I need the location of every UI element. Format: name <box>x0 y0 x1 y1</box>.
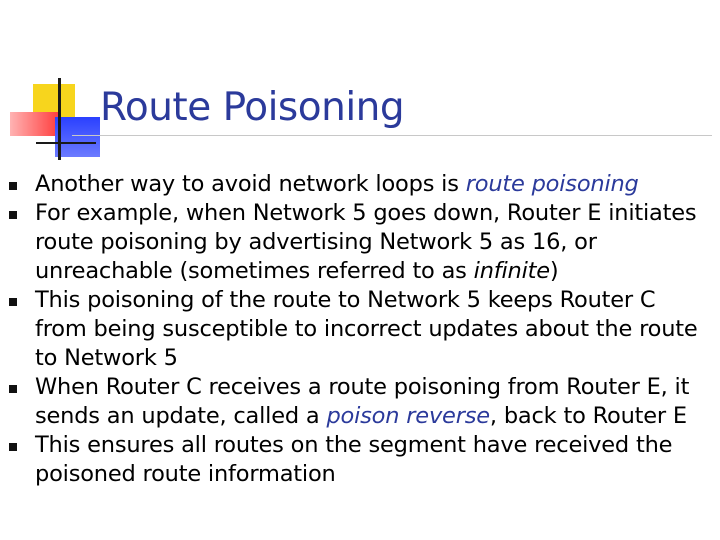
slide-logo-graphic <box>0 0 110 170</box>
slide-title: Route Poisoning <box>100 85 405 130</box>
bullet-text-tail: ) <box>549 258 559 284</box>
title-divider <box>72 135 712 136</box>
bullet-item <box>0 199 720 286</box>
bullet-item <box>0 170 720 199</box>
bullet-text: This poisoning of the route to Network 5 keeps Router C from being susceptible to incorrect updates about the route to Network 5 <box>35 287 698 371</box>
logo-horizontal-line <box>36 142 96 144</box>
bullet-text: This ensures all routes on the segment have received the poisoned route information <box>35 432 673 487</box>
square-bullet-icon <box>9 443 17 451</box>
bullet-item <box>0 286 720 373</box>
logo-vertical-line <box>58 78 61 160</box>
logo-red-bar <box>10 112 60 136</box>
square-bullet-icon <box>9 385 17 393</box>
bullet-emphasis: infinite <box>473 258 550 284</box>
bullet-text: For example, when Network 5 goes down, Router E initiates route poisoning by advertising Network 5 as 16, or unreachable (sometimes referred to as <box>35 200 697 284</box>
bullet-emphasis: route poisoning <box>465 171 639 197</box>
square-bullet-icon <box>9 298 17 306</box>
bullet-text: Another way to avoid network loops is <box>35 171 466 197</box>
bullet-text: When Router C receives a route poisoning from Router E, it sends an update, called a <box>35 374 690 429</box>
square-bullet-icon <box>9 182 17 190</box>
bullet-item <box>0 373 720 431</box>
bullet-item <box>0 431 720 489</box>
square-bullet-icon <box>9 211 17 219</box>
bullet-text-tail: , back to Router E <box>489 403 687 429</box>
bullet-list <box>0 170 720 489</box>
bullet-emphasis: poison reverse <box>326 403 490 429</box>
logo-blue-square <box>55 117 100 157</box>
